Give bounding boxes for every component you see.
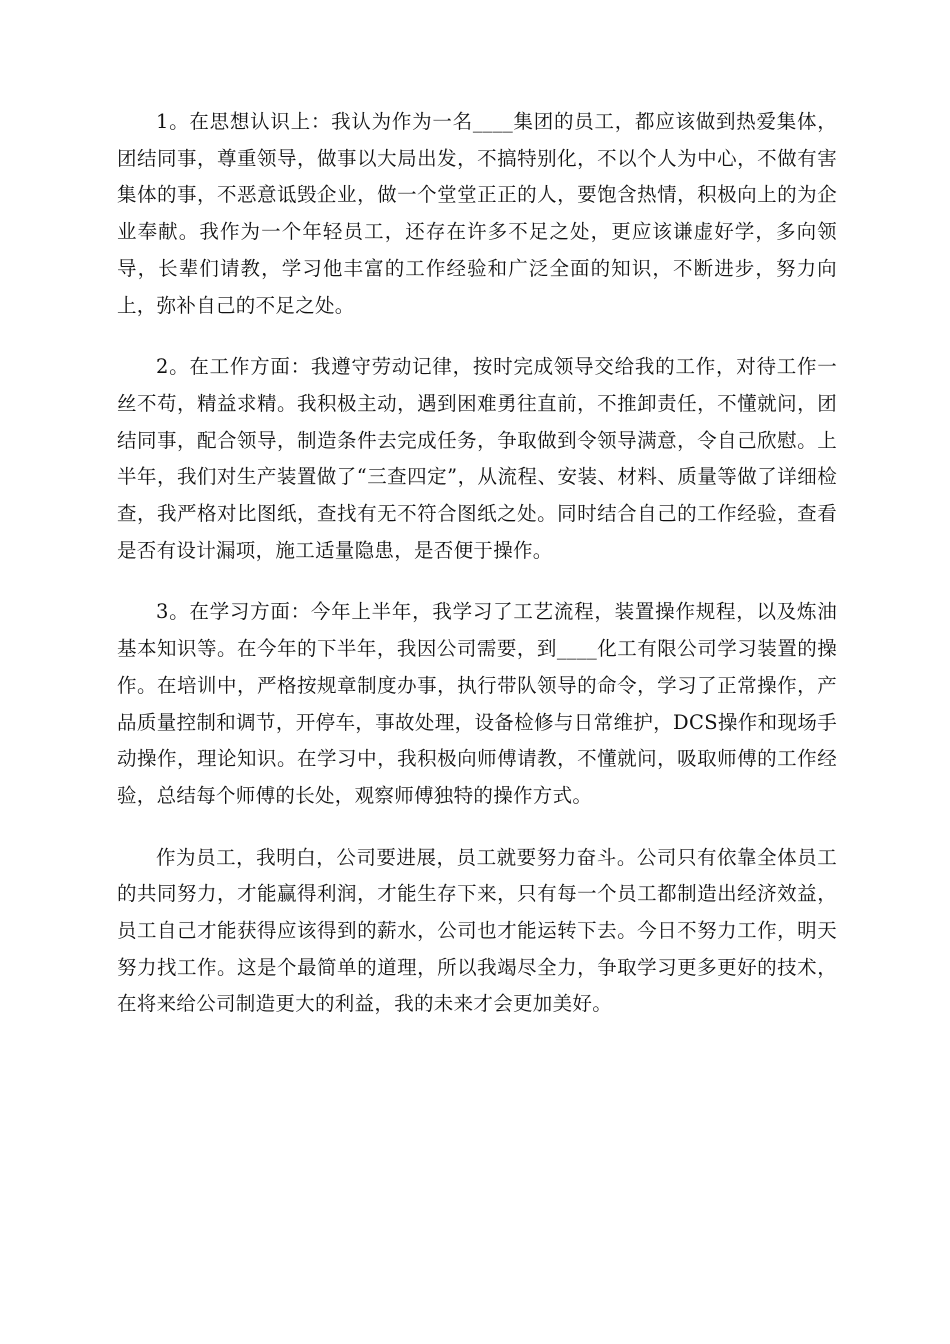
- paragraph-work: 2。在工作方面：我遵守劳动记律，按时完成领导交给我的工作，对待工作一丝不苟，精益求精。我积极主动，遇到困难勇往直前，不推卸责任，不懂就问，团结同事，配合领导，制造条件去完成任务，争取做到令领导满意，令自己欣慰。上半年，我们对生产装置做了“三查四定”，从流程、安装、材料、质量等做了详细检查，我严格对比图纸，查找有无不符合图纸之处。同时结合自己的工作经验，查看是否有设计漏项，施工适量隐患，是否便于操作。: [117, 355, 837, 562]
- document-body: [117, 104, 837, 1048]
- paragraph-study: 3。在学习方面：今年上半年，我学习了工艺流程，装置操作规程，以及炼油基本知识等。在今年的下半年，我因公司需要，到____化工有限公司学习装置的操作。在培训中，严格按规章制度办事，执行带队领导的命令，学习了正常操作，产品质量控制和调节，开停车，事故处理，设备检修与日常维护，DCS操作和现场手动操作，理论知识。在学习中，我积极向师傅请教，不懂就问，吸取师傅的工作经验，总结每个师傅的长处，观察师傅独特的操作方式。: [117, 600, 837, 807]
- paragraph-thought: 1。在思想认识上：我认为作为一名____集团的员工，都应该做到热爱集体，团结同事，尊重领导，做事以大局出发，不搞特别化，不以个人为中心，不做有害集体的事，不恶意诋毁企业，做一个堂堂正正的人，要饱含热情，积极向上的为企业奉献。我作为一个年轻员工，还存在许多不足之处，更应该谦虚好学，多向领导，长辈们请教，学习他丰富的工作经验和广泛全面的知识，不断进步，努力向上，弥补自己的不足之处。: [117, 110, 837, 317]
- paragraph-conclusion: 作为员工，我明白，公司要进展，员工就要努力奋斗。公司只有依靠全体员工的共同努力，才能赢得利润，才能生存下来，只有每一个员工都制造出经济效益，员工自己才能获得应该得到的薪水，公司也才能运转下去。今日不努力工作，明天努力找工作。这是个最简单的道理，所以我竭尽全力，争取学习更多更好的技术，在将来给公司制造更大的利益，我的未来才会更加美好。: [117, 845, 837, 1016]
